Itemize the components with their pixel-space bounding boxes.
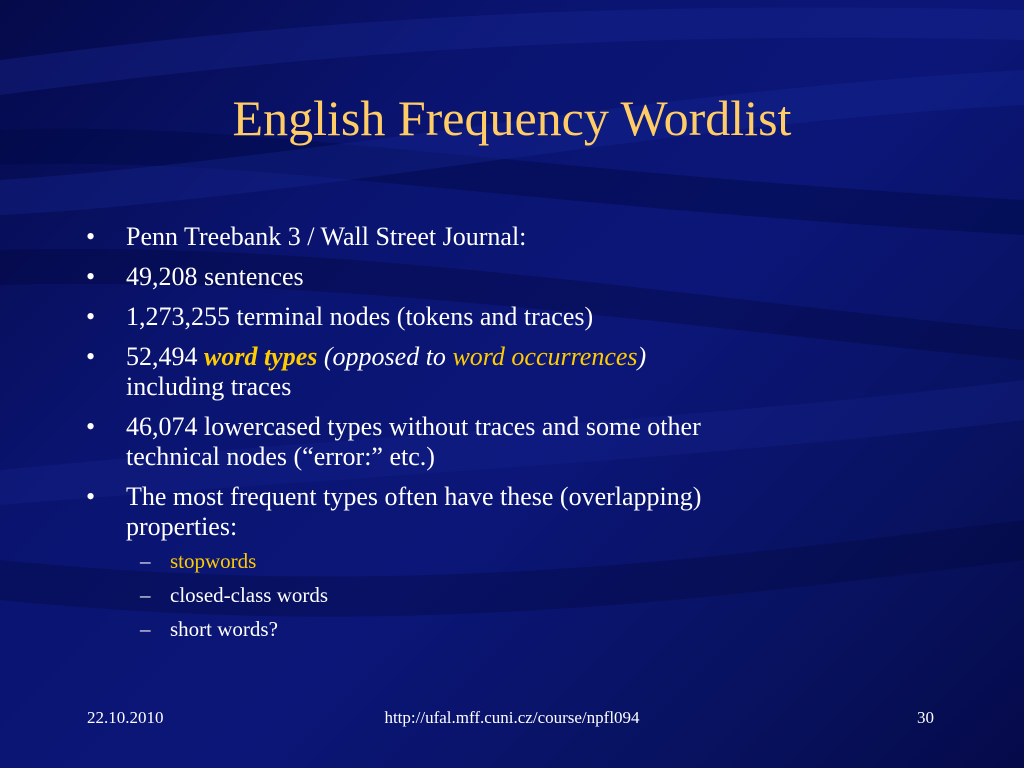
bullet-item bbox=[86, 222, 906, 252]
bullet-symbol: • bbox=[86, 412, 96, 441]
bullet-item bbox=[86, 482, 906, 642]
bullet-text-prefix: 52,494 bbox=[126, 342, 204, 371]
bullet-text: 49,208 sentences bbox=[126, 262, 304, 291]
bullet-symbol: • bbox=[86, 302, 96, 331]
bullet-text-line1: 46,074 lowercased types without traces and some other bbox=[126, 412, 701, 441]
footer-date: 22.10.2010 bbox=[87, 708, 164, 727]
bullet-item bbox=[86, 302, 906, 332]
sub-bullet-symbol: – bbox=[140, 583, 151, 607]
emphasis-word-types: word types bbox=[204, 342, 318, 371]
bullet-text: 1,273,255 terminal nodes (tokens and traces) bbox=[126, 302, 594, 331]
bullet-symbol: • bbox=[86, 342, 96, 371]
sub-bullet-symbol: – bbox=[140, 617, 151, 641]
bullet-symbol: • bbox=[86, 222, 96, 251]
sub-bullet-text: short words? bbox=[170, 617, 278, 641]
bullet-symbol: • bbox=[86, 262, 96, 291]
bullet-item bbox=[86, 262, 906, 292]
bullet-text-line1: The most frequent types often have these (overlapping) bbox=[126, 482, 702, 511]
bullet-list bbox=[86, 222, 906, 652]
bullet-text-close: ) bbox=[637, 342, 647, 371]
sub-bullet-text: closed-class words bbox=[170, 583, 329, 607]
bullet-item bbox=[86, 342, 906, 402]
footer-url: http://ufal.mff.cuni.cz/course/npfl094 bbox=[384, 708, 640, 727]
slide-title: English Frequency Wordlist bbox=[232, 90, 792, 146]
highlight-word-occurrences: word occurrences bbox=[452, 342, 638, 371]
sub-bullet-item bbox=[126, 616, 906, 642]
bullet-item bbox=[86, 412, 906, 472]
footer-page-number: 30 bbox=[917, 708, 934, 727]
bullet-text-middle: (opposed to bbox=[317, 342, 453, 371]
bullet-symbol: • bbox=[86, 482, 96, 511]
sub-bullet-item bbox=[126, 582, 906, 608]
sub-bullet-item bbox=[126, 548, 906, 574]
sub-bullet-list bbox=[126, 548, 906, 642]
bullet-text: Penn Treebank 3 / Wall Street Journal: bbox=[126, 222, 527, 251]
bullet-text-continuation: including traces bbox=[126, 372, 292, 401]
bullet-text-line2: properties: bbox=[126, 512, 238, 541]
sub-bullet-symbol: – bbox=[140, 549, 151, 573]
bullet-text-line2: technical nodes (“error:” etc.) bbox=[126, 442, 435, 471]
sub-bullet-text: stopwords bbox=[170, 549, 257, 573]
